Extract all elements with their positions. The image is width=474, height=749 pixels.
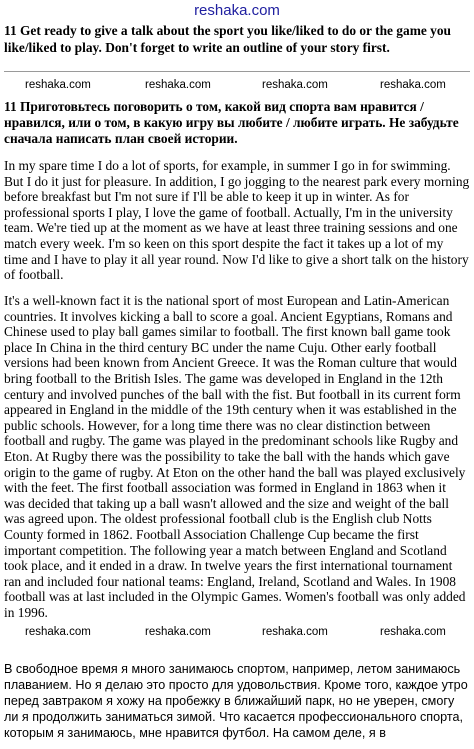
watermark: reshaka.com — [262, 79, 328, 91]
task-heading-en: 11 Get ready to give a talk about the sport you like/liked to do or the game you like/liked to play. Don't forget to write an outline of your story first. — [4, 23, 451, 55]
answer-en-paragraph-2: It's a well-known fact it is the national sport of most European and Latin-American countries. It involves kicking a ball to score a goal. Ancient Egyptians, Romans and Chinese used to play ball games similar to football. The first known ball game took place In China in the third century BC under the name Cuju. Other early football versions had been known from Ancient Greece. It was the Roman culture that would bring football to the British Isles. The game was developed in England in the 12th century and involved punches of the ball with the fist. But football in its current form appeared in England in the middle of the 19th century when it was established in the public schools. However, for a long time there was no clear distinction between football and rugby. The game was played in the predominant schools like Rugby and Eton. At Rugby there was the possibility to take the ball with the hands which gave origin to the game of rugby. At Eton on the other hand the ball was played exclusively with the feet. The first football association was formed in England in 1863 when it was decided that taking up a ball wasn't allowed and the size and weight of the ball was agreed upon. The oldest professional football club is the English club Notts County formed in 1862. Football Association Challenge Cup became the first important competition. The following year a match between England and Scotland took place, and it ended in a draw. In twelve years the first international tournament ran and included four national teams: England, Ireland, Scotland and Wales. In 1908 football was at last included in the Olympic Games. Women's football was only added in 1996. — [4, 293, 466, 620]
watermark: reshaka.com — [145, 79, 211, 91]
answer-en-paragraph-1: In my spare time I do a lot of sports, for example, in summer I go in for swimming. But I do it just for pleasure. In addition, I go jogging to the nearest park every morning before breakfast but I'm not sure if I'll be able to keep it up in winter. As for professional sports I play, I love the game of football. Actually, I'm in the university team. We're tied up at the moment as we have at least three training sessions and one match every week. I'm so keen on this sport despite the fact it takes up a lot of my time and I have to play it all year round. Now I'd like to give a short talk on the history of football. — [4, 158, 470, 283]
watermark: reshaka.com — [25, 626, 91, 638]
watermark: reshaka.com — [380, 79, 446, 91]
task-heading-ru: 11 Приготовьтесь поговорить о том, какой вид спорта вам нравится / нравился, или о том, в какую игру вы любите / любите играть. Не забудьте сначала написать план своей истории. — [4, 99, 459, 146]
answer-ru-paragraph-1: В свободное время я много занимаюсь спортом, например, летом занимаюсь плаванием. Но я делаю это просто для удовольствия. Кроме того, каждое утро перед завтраком я хожу на пробежку в ближайший парк, но не уверен, смогу ли я продолжить заниматься зимой. Что касается профессионального спорта, которым я занимаюсь, мне нравится футбол. На самом деле, я в — [4, 662, 468, 740]
divider — [4, 71, 470, 72]
watermark: reshaka.com — [262, 626, 328, 638]
watermark: reshaka.com — [380, 626, 446, 638]
watermark: reshaka.com — [25, 79, 91, 91]
site-watermark-top: reshaka.com — [194, 2, 280, 19]
watermark: reshaka.com — [145, 626, 211, 638]
